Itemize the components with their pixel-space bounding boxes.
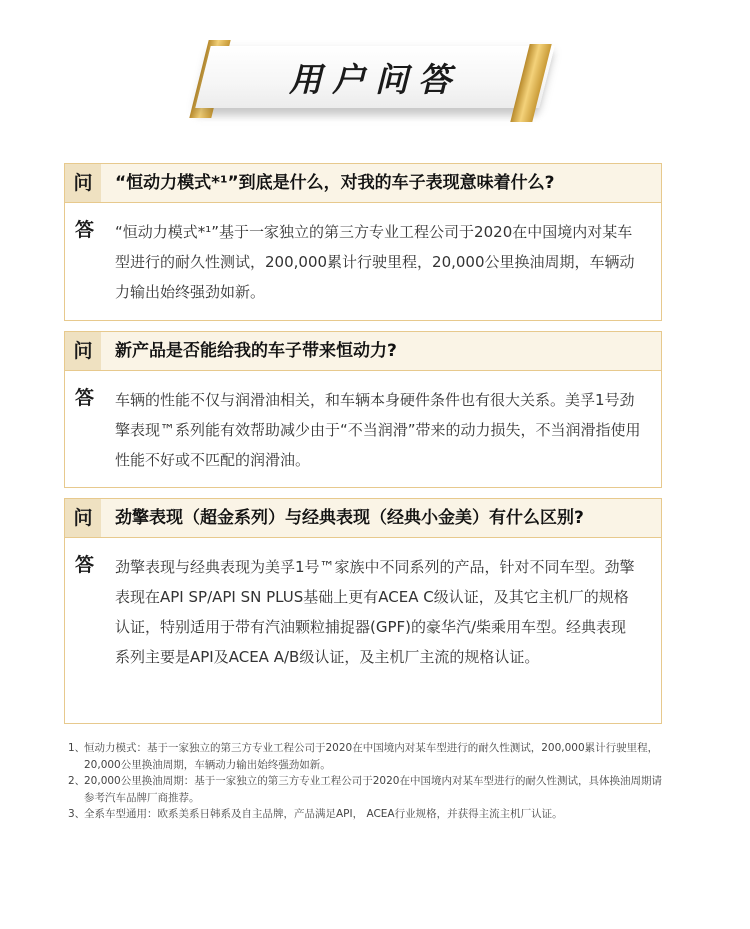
question-text: “恒动力模式*¹”到底是什么，对我的车子表现意味着什么? (115, 173, 555, 193)
answer-tag: 答 (75, 219, 95, 241)
question-tag: 问 (65, 332, 101, 370)
question-text: 新产品是否能给我的车子带来恒动力? (115, 341, 397, 361)
footnote-number: 2、 (68, 775, 86, 787)
answer-tag: 答 (75, 554, 95, 576)
question-text: 劲擎表现（超金系列）与经典表现（经典小金美）有什么区别? (115, 508, 584, 528)
answer-body (65, 538, 661, 686)
footnote-text: 恒动力模式：基于一家独立的第三方专业工程公司于2020在中国境内对某车型进行的耐久性测试，200,000累计行驶里程，20,000公里换油周期，车辆动力输出始终强劲如新。 (84, 742, 659, 771)
qa-item-3 (64, 498, 662, 724)
answer-text: 劲擎表现与经典表现为美孚1号™家族中不同系列的产品，针对不同车型。劲擎表现在API SP/API SN PLUS基础上更有ACEA C级认证，及其它主机厂的规格认证，特别适用于带有汽油颗粒捕捉器(GPF)的豪华汽/柴乘用车型。经典表现系列主要是API及ACEA A/B级认证，及主机厂主流的规格认证。 (115, 558, 635, 666)
answer-text: 车辆的性能不仅与润滑油相关，和车辆本身硬件条件也有很大关系。美孚1号劲擎表现™系列能有效帮助减少由于“不当润滑”带来的动力损失，不当润滑指使用性能不好或不匹配的润滑油。 (115, 391, 641, 469)
question-row (65, 332, 661, 371)
footnote-number: 3、 (68, 808, 86, 820)
answer-tag: 答 (75, 387, 95, 409)
answer-body (65, 203, 661, 321)
question-row (65, 164, 661, 203)
footnote-number: 1、 (68, 742, 86, 754)
question-row (65, 499, 661, 538)
footnote-3 (68, 806, 668, 823)
footnote-text: 20,000公里换油周期：基于一家独立的第三方专业工程公司于2020在中国境内对某车型进行的耐久性测试，具体换油周期请参考汽车品牌厂商推荐。 (84, 775, 662, 804)
question-tag: 问 (65, 164, 101, 202)
footnote-text: 全系车型通用：欧系美系日韩系及自主品牌，产品满足API， ACEA行业规格，并获得主流主机厂认证。 (84, 808, 563, 820)
question-tag: 问 (65, 499, 101, 537)
page-title: 用户问答 (289, 60, 461, 99)
title-banner (185, 42, 565, 122)
qa-item-2 (64, 331, 662, 488)
footnote-2 (68, 773, 668, 806)
footnotes (68, 740, 668, 823)
answer-text: “恒动力模式*¹”基于一家独立的第三方专业工程公司于2020在中国境内对某车型进行的耐久性测试，200,000累计行驶里程，20,000公里换油周期，车辆动力输出始终强劲如新。 (115, 223, 635, 301)
qa-item-1 (64, 163, 662, 321)
answer-body (65, 371, 661, 489)
footnote-1 (68, 740, 668, 773)
